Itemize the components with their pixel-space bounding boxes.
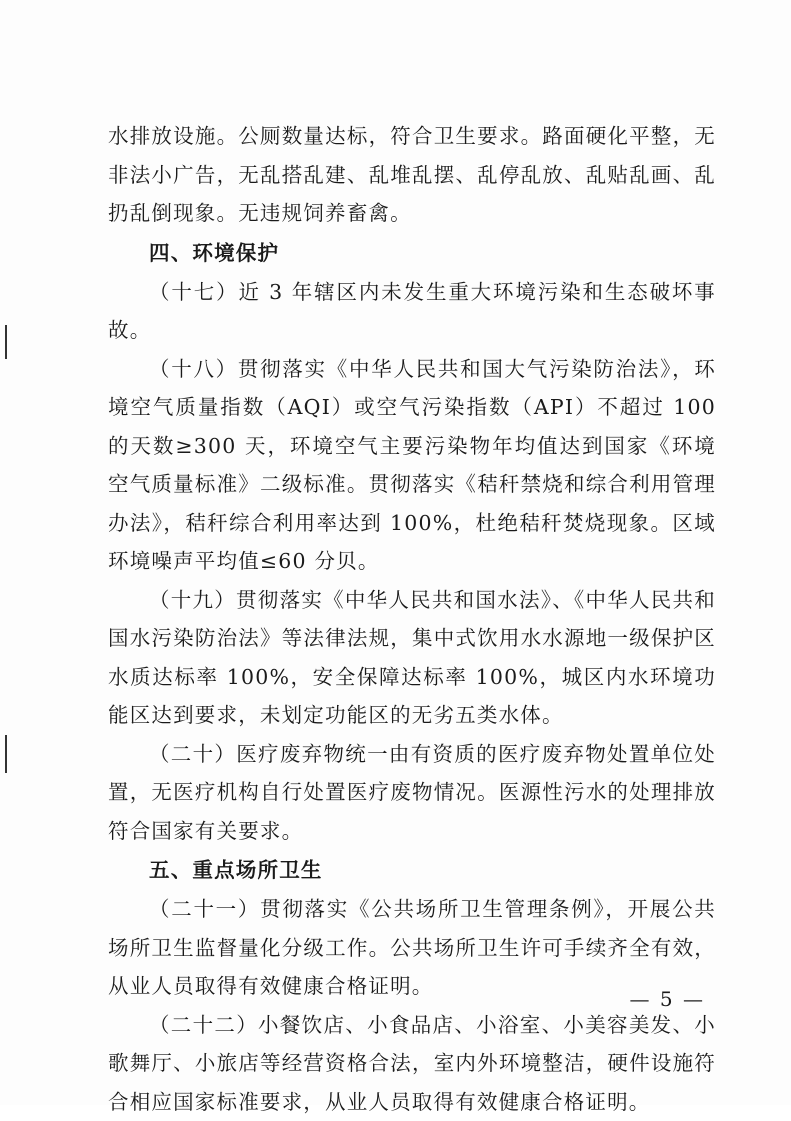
paragraph-item-17: （十七）近 3 年辖区内未发生重大环境污染和生态破坏事故。 <box>108 273 716 350</box>
section-heading-key-venues: 五、重点场所卫生 <box>108 850 716 890</box>
document-body <box>108 117 716 1121</box>
section-heading-environment: 四、环境保护 <box>108 233 716 273</box>
paragraph-item-19: （十九）贯彻落实《中华人民共和国水法》、《中华人民共和国水污染防治法》等法律法规，集中式饮用水水源地一级保护区水质达标率 100%，安全保障达标率 100%，城区内水环境功能区达到要求，未划定功能区的无劣五类水体。 <box>108 581 716 735</box>
margin-scan-mark <box>5 735 7 773</box>
page-number: — 5 — <box>630 987 705 1011</box>
paragraph-continuation: 水排放设施。公厕数量达标，符合卫生要求。路面硬化平整，无非法小广告，无乱搭乱建、乱堆乱摆、乱停乱放、乱贴乱画、乱扔乱倒现象。无违规饲养畜禽。 <box>108 117 716 233</box>
paragraph-item-18: （十八）贯彻落实《中华人民共和国大气污染防治法》，环境空气质量指数（AQI）或空气污染指数（API）不超过 100 的天数≥300 天，环境空气主要污染物年均值达到国家《环境空气质量标准》二级标准。贯彻落实《秸秆禁烧和综合利用管理办法》，秸秆综合利用率达到 100%，杜绝秸秆焚烧现象。区域环境噪声平均值≤60 分贝。 <box>108 350 716 581</box>
margin-scan-mark <box>5 325 7 359</box>
paragraph-item-22: （二十二）小餐饮店、小食品店、小浴室、小美容美发、小歌舞厅、小旅店等经营资格合法，室内外环境整洁，硬件设施符合相应国家标准要求，从业人员取得有效健康合格证明。 <box>108 1006 716 1121</box>
paragraph-item-20: （二十）医疗废弃物统一由有资质的医疗废弃物处置单位处置，无医疗机构自行处置医疗废物情况。医源性污水的处理排放符合国家有关要求。 <box>108 735 716 851</box>
paragraph-item-21: （二十一）贯彻落实《公共场所卫生管理条例》，开展公共场所卫生监督量化分级工作。公共场所卫生许可手续齐全有效，从业人员取得有效健康合格证明。 <box>108 890 716 1006</box>
